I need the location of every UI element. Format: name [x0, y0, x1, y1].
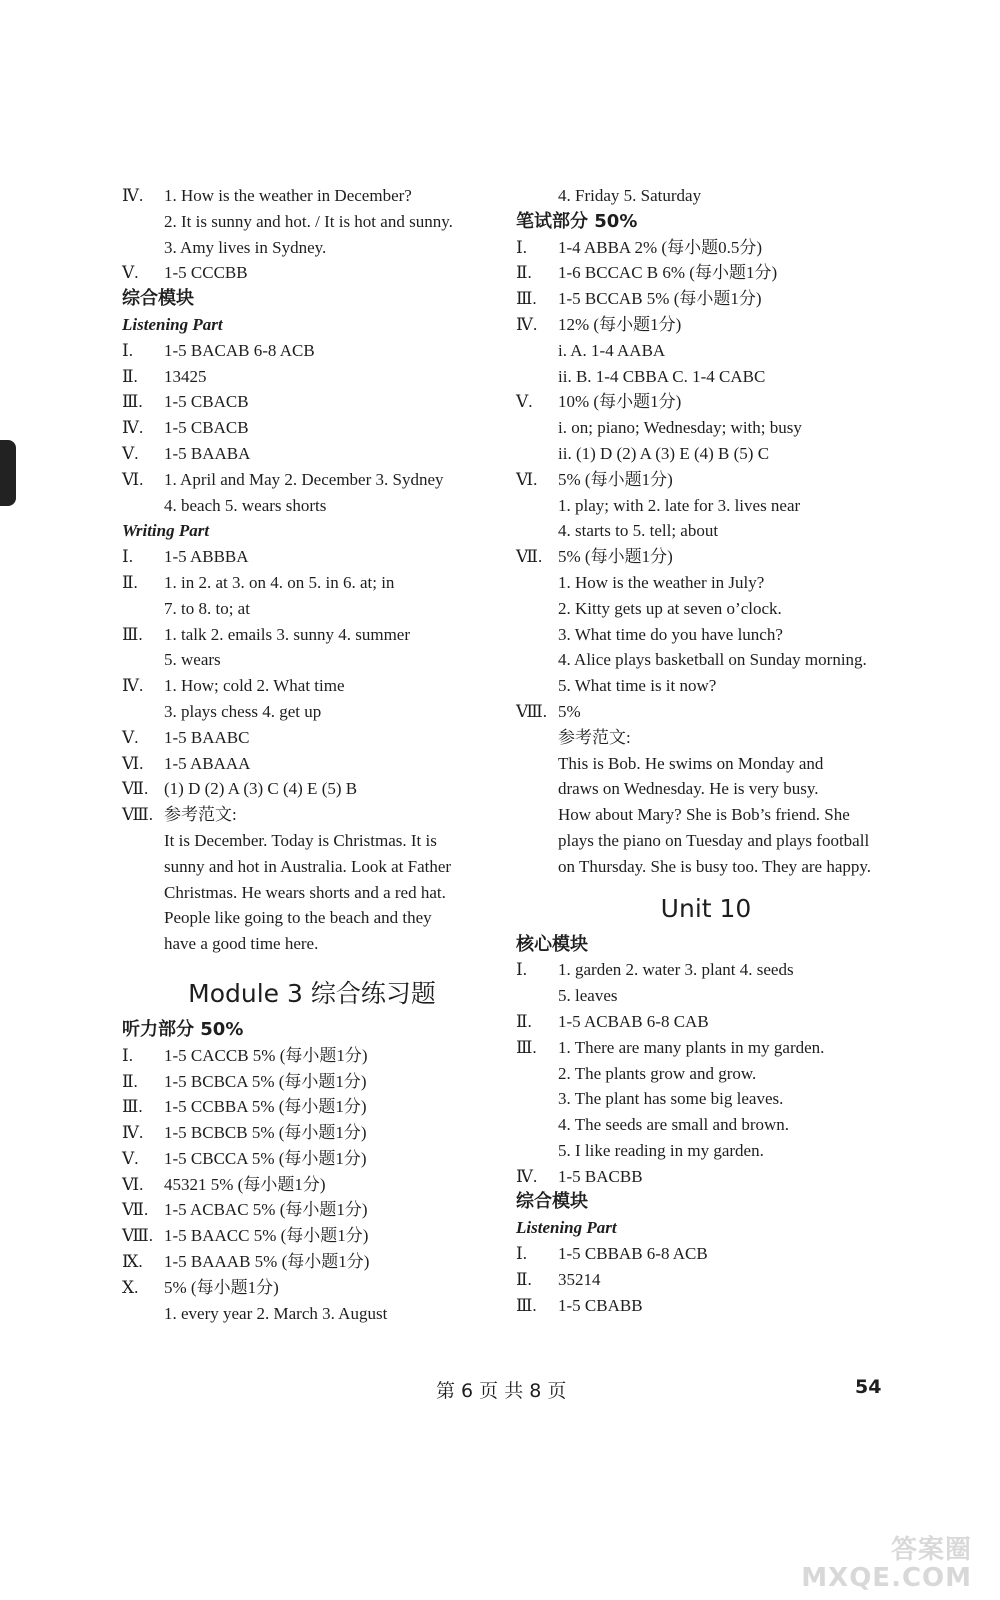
item-number: Ⅸ.	[122, 1252, 143, 1272]
answer-text: 1-4 ABBA 2% (每小题0.5分)	[558, 237, 762, 257]
answer-line	[122, 338, 502, 364]
answer-text: 1-5 ABAAA	[164, 753, 251, 773]
scan-edge-mark	[0, 440, 16, 506]
item-number: Ⅰ.	[122, 340, 133, 360]
answer-line: 2. Kitty gets up at seven o’clock.	[558, 598, 782, 618]
answer-line: i. A. 1-4 AABA	[558, 340, 666, 360]
item-number: Ⅴ.	[516, 392, 533, 412]
item-number: Ⅲ.	[516, 1037, 537, 1057]
item-number: Ⅰ.	[122, 547, 133, 567]
answer-line	[516, 1267, 896, 1293]
answer-text: (1) D (2) A (3) C (4) E (5) B	[164, 779, 358, 799]
answer-line	[122, 1043, 502, 1069]
answer-text: 5% (每小题1分)	[558, 547, 673, 567]
answer-line	[122, 364, 502, 390]
item-number: Ⅲ.	[122, 392, 143, 412]
part-heading: Listening Part	[122, 314, 223, 334]
item-number: Ⅵ.	[122, 469, 144, 489]
answer-text: 参考范文:	[164, 805, 237, 825]
watermark-url: MXQE.COM	[801, 1563, 972, 1593]
answer-text: 1-5 BAAAB 5% (每小题1分)	[164, 1252, 370, 1272]
answer-line: 4. starts to 5. tell; about	[558, 521, 719, 541]
answer-text: 10% (每小题1分)	[558, 392, 682, 412]
answer-text: 1-5 BCBCB 5% (每小题1分)	[164, 1123, 367, 1143]
answer-line: i. on; piano; Wednesday; with; busy	[558, 418, 802, 438]
answer-line	[122, 260, 502, 286]
item-number: Ⅵ.	[516, 469, 538, 489]
answer-line: 4. Alice plays basketball on Sunday morning.	[558, 650, 867, 670]
answer-text: 1. How; cold 2. What time	[164, 676, 345, 696]
item-number: Ⅶ.	[122, 1200, 149, 1220]
essay-line: People like going to the beach and they	[164, 908, 432, 928]
item-number: Ⅹ.	[122, 1277, 139, 1297]
answer-line: 3. What time do you have lunch?	[558, 624, 783, 644]
module-title: Module 3 综合练习题	[188, 978, 436, 1008]
answer-line	[122, 1094, 502, 1120]
answer-text: 1. talk 2. emails 3. sunny 4. summer	[164, 624, 411, 644]
answer-line: 1. every year 2. March 3. August	[164, 1303, 388, 1323]
item-number: Ⅰ.	[516, 237, 527, 257]
item-number: Ⅶ.	[122, 779, 149, 799]
answer-line	[122, 802, 502, 828]
answer-text: 45321 5% (每小题1分)	[164, 1174, 326, 1194]
page-number: 54	[855, 1376, 882, 1398]
answer-line	[122, 751, 502, 777]
item-number: Ⅳ.	[122, 186, 144, 205]
answer-text: 1-5 CACCB 5% (每小题1分)	[164, 1045, 368, 1065]
answer-line	[122, 725, 502, 751]
answer-text: 1. There are many plants in my garden.	[558, 1037, 825, 1057]
item-number: Ⅵ.	[122, 1174, 144, 1194]
answer-text: 1-5 BAACC 5% (每小题1分)	[164, 1226, 369, 1246]
answer-line	[516, 1241, 896, 1267]
answer-line	[122, 673, 502, 699]
answer-text: 1-5 BACAB 6-8 ACB	[164, 340, 315, 360]
answer-text: 5%	[558, 701, 581, 721]
item-number: Ⅶ.	[516, 547, 543, 567]
answer-line	[122, 776, 502, 802]
item-number: Ⅲ.	[122, 1097, 143, 1117]
answer-text: 1-5 CBACB	[164, 418, 249, 438]
answer-line	[122, 544, 502, 570]
answer-line: 4. Friday 5. Saturday	[558, 186, 702, 205]
answer-text: 1-5 CCBBA 5% (每小题1分)	[164, 1097, 367, 1117]
answer-line	[122, 622, 502, 648]
section-heading: 综合模块	[516, 1191, 588, 1213]
item-number: Ⅷ.	[516, 701, 548, 721]
answer-line: 4. beach 5. wears shorts	[164, 495, 327, 515]
item-number: Ⅰ.	[122, 1045, 133, 1065]
answer-line	[122, 1069, 502, 1095]
answer-line: 2. The plants grow and grow.	[558, 1063, 757, 1083]
item-number: Ⅱ.	[122, 572, 138, 592]
answer-line	[516, 312, 896, 338]
item-number: Ⅳ.	[122, 676, 144, 696]
answer-text: 1-5 ABBBA	[164, 547, 249, 567]
answer-line	[122, 570, 502, 596]
answer-line	[122, 1146, 502, 1172]
answer-text: 12% (每小题1分)	[558, 314, 682, 334]
answer-line	[122, 1197, 502, 1223]
answer-line: 参考范文:	[558, 727, 631, 747]
answer-line	[122, 1249, 502, 1275]
essay-line: This is Bob. He swims on Monday and	[558, 753, 824, 773]
item-number: Ⅰ.	[516, 960, 527, 980]
answer-line: 1. How is the weather in July?	[558, 572, 765, 592]
section-heading: 综合模块	[122, 288, 194, 310]
answer-line: 5. leaves	[558, 986, 618, 1006]
essay-line: plays the piano on Tuesday and plays football	[558, 830, 870, 850]
item-number: Ⅲ.	[516, 289, 537, 309]
item-number: Ⅱ.	[122, 366, 138, 386]
item-number: Ⅷ.	[122, 1226, 154, 1246]
essay-line: sunny and hot in Australia. Look at Father	[164, 856, 452, 876]
answer-line	[122, 1172, 502, 1198]
answer-line: 5. I like reading in my garden.	[558, 1140, 764, 1160]
answer-line: 3. plays chess 4. get up	[164, 701, 322, 721]
watermark-text: 答案圈	[890, 1535, 972, 1565]
answer-line	[122, 415, 502, 441]
answer-line	[516, 389, 896, 415]
answer-line	[516, 699, 896, 725]
item-number: Ⅳ.	[122, 418, 144, 438]
item-number: Ⅴ.	[122, 263, 139, 283]
answer-line	[122, 183, 502, 209]
answer-text: 35214	[558, 1269, 601, 1289]
left-column	[122, 183, 502, 1326]
item-number: Ⅱ.	[516, 263, 532, 283]
answer-line	[516, 544, 896, 570]
answer-text: 1-5 BAABA	[164, 443, 251, 463]
answer-line: 5. wears	[164, 650, 221, 670]
section-heading: 笔试部分 50%	[516, 210, 638, 232]
answer-line	[122, 1120, 502, 1146]
answer-text: 13425	[164, 366, 207, 386]
answer-text: 1. in 2. at 3. on 4. on 5. in 6. at; in	[164, 572, 395, 592]
answer-line	[122, 1275, 502, 1301]
answer-text: 1-5 CBABB	[558, 1295, 643, 1315]
answer-text: 1. garden 2. water 3. plant 4. seeds	[558, 960, 794, 980]
answer-line	[516, 260, 896, 286]
answer-line	[516, 286, 896, 312]
answer-line: 7. to 8. to; at	[164, 598, 250, 618]
answer-line: 4. The seeds are small and brown.	[558, 1115, 790, 1135]
item-number: Ⅴ.	[122, 727, 139, 747]
answer-text: 1-5 BACBB	[558, 1166, 643, 1186]
answer-text: 5% (每小题1分)	[164, 1277, 279, 1297]
item-number: Ⅵ.	[122, 753, 144, 773]
watermark-logo	[801, 1536, 972, 1592]
essay-line: How about Mary? She is Bob’s friend. She	[558, 805, 850, 825]
answer-line: ii. (1) D (2) A (3) E (4) B (5) C	[558, 443, 770, 463]
answer-line	[516, 1164, 896, 1190]
answer-line	[122, 441, 502, 467]
item-number: Ⅰ.	[516, 1244, 527, 1264]
item-number: Ⅳ.	[516, 314, 538, 334]
item-number: Ⅴ.	[122, 443, 139, 463]
item-number: Ⅲ.	[516, 1295, 537, 1315]
part-heading: Listening Part	[516, 1218, 617, 1238]
answer-text: 1-5 BCCAB 5% (每小题1分)	[558, 289, 762, 309]
answer-line	[122, 389, 502, 415]
essay-line: Christmas. He wears shorts and a red hat.	[164, 882, 446, 902]
answer-text: 1-5 BCBCA 5% (每小题1分)	[164, 1071, 367, 1091]
answer-text: 1-5 BAABC	[164, 727, 250, 747]
answer-text: 1-5 ACBAB 6-8 CAB	[558, 1011, 709, 1031]
answer-line: 3. The plant has some big leaves.	[558, 1089, 784, 1109]
answer-line: 3. Amy lives in Sydney.	[164, 237, 327, 257]
answer-text: 5% (每小题1分)	[558, 469, 673, 489]
item-number: Ⅲ.	[122, 624, 143, 644]
item-number: Ⅱ.	[516, 1011, 532, 1031]
right-column	[516, 183, 896, 1318]
answer-line: 2. It is sunny and hot. / It is hot and sunny.	[164, 211, 453, 231]
item-number: Ⅱ.	[122, 1071, 138, 1091]
answer-line: 5. What time is it now?	[558, 676, 717, 696]
answer-line	[516, 467, 896, 493]
item-number: Ⅱ.	[516, 1269, 532, 1289]
section-heading: 核心模块	[516, 933, 588, 955]
answer-text: 1. April and May 2. December 3. Sydney	[164, 469, 444, 489]
answer-line	[516, 235, 896, 261]
item-number: Ⅴ.	[122, 1148, 139, 1168]
answer-line	[516, 1009, 896, 1035]
answer-line	[122, 1223, 502, 1249]
essay-line: It is December. Today is Christmas. It is	[164, 830, 437, 850]
section-heading: 听力部分 50%	[122, 1018, 244, 1040]
answer-text: 1-5 CBCCA 5% (每小题1分)	[164, 1148, 367, 1168]
answer-text: 1-6 BCCAC B 6% (每小题1分)	[558, 263, 778, 283]
answer-line	[516, 957, 896, 983]
answer-line	[516, 1293, 896, 1319]
essay-line: on Thursday. She is busy too. They are happy.	[558, 856, 872, 876]
unit-title: Unit 10	[660, 893, 752, 923]
essay-line: draws on Wednesday. He is very busy.	[558, 779, 819, 799]
item-number: Ⅷ.	[122, 805, 154, 825]
answer-text: 1. How is the weather in December?	[164, 186, 412, 205]
answer-line: 1. play; with 2. late for 3. lives near	[558, 495, 801, 515]
item-number: Ⅳ.	[122, 1123, 144, 1143]
answer-text: 1-5 CBACB	[164, 392, 249, 412]
answer-line	[122, 467, 502, 493]
answer-text: 1-5 CBBAB 6-8 ACB	[558, 1244, 708, 1264]
answer-line: ii. B. 1-4 CBBA C. 1-4 CABC	[558, 366, 766, 386]
answer-line	[516, 1035, 896, 1061]
answer-text: 1-5 ACBAC 5% (每小题1分)	[164, 1200, 368, 1220]
essay-line: have a good time here.	[164, 934, 319, 954]
answer-text: 1-5 CCCBB	[164, 263, 248, 283]
page-indicator: 第 6 页 共 8 页	[436, 1380, 567, 1402]
part-heading: Writing Part	[122, 521, 210, 541]
item-number: Ⅳ.	[516, 1166, 538, 1186]
